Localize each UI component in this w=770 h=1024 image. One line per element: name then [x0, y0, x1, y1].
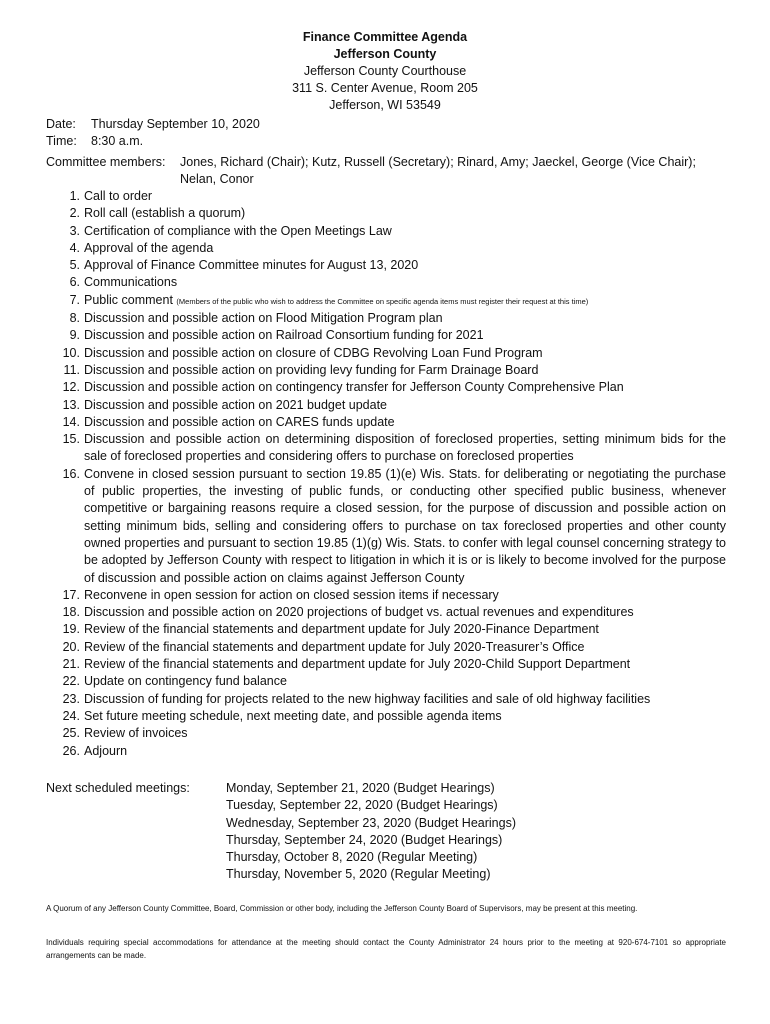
- agenda-item-number: 8.: [69, 311, 80, 326]
- agenda-item-number: 10.: [62, 345, 80, 360]
- agenda-item: [46, 223, 726, 240]
- agenda-item-number: 15.: [62, 432, 80, 447]
- agenda-item-text: Certification of compliance with the Open Meetings Law: [84, 223, 392, 238]
- agenda-item: [46, 414, 726, 431]
- agenda-item: [46, 673, 726, 690]
- agenda-item-number: 16.: [62, 466, 80, 481]
- agenda-item: [46, 725, 726, 742]
- agenda-item-text: Review of the financial statements and department update for July 2020-Child Support Department: [84, 657, 631, 672]
- agenda-item-text: Discussion and possible action on CARES funds update: [84, 414, 395, 429]
- agenda-item: [46, 188, 726, 205]
- agenda-item-number: 3.: [69, 223, 80, 238]
- next-meeting-date: Monday, September 21, 2020 (Budget Hearings): [226, 781, 495, 795]
- agenda-item: [46, 310, 726, 327]
- agenda-item: [46, 691, 726, 708]
- agenda-item: [46, 240, 726, 257]
- agenda-item-text: Reconvene in open session for action on closed session items if necessary: [84, 587, 499, 602]
- agenda-item-text: Update on contingency fund balance: [84, 674, 287, 689]
- agenda-item: [46, 327, 726, 344]
- agenda-item: [46, 743, 726, 760]
- members-list-line2: Nelan, Conor: [180, 172, 254, 186]
- city-address: Jefferson, WI 53549: [329, 98, 441, 112]
- date-value: Thursday September 10, 2020: [91, 117, 260, 131]
- accommodation-note: Individuals requiring special accommodations for attendance at the meeting should contact the County Administrator 24 hours prior to the meeting at 920-674-7101 so appropriate arrangements can be made.: [46, 938, 726, 960]
- agenda-item-text: Discussion and possible action on Railroad Consortium funding for 2021: [84, 328, 484, 343]
- agenda-item: [46, 397, 726, 414]
- agenda-item: [46, 431, 726, 466]
- agenda-item-number: 14.: [62, 414, 80, 429]
- agenda-item: [46, 708, 726, 725]
- agenda-title: Finance Committee Agenda: [302, 30, 468, 44]
- agenda-item-text: Review of invoices: [84, 726, 188, 741]
- time-value: 8:30 a.m.: [91, 134, 144, 148]
- agenda-item-number: 7.: [69, 292, 80, 307]
- agenda-item: [46, 656, 726, 673]
- agenda-item-number: 17.: [62, 587, 80, 602]
- agenda-item-number: 25.: [62, 726, 80, 741]
- next-meeting-date: Thursday, September 24, 2020 (Budget Hearings): [226, 832, 503, 847]
- agenda-item-text: Discussion of funding for projects related to the new highway facilities and sale of old highway facilities: [84, 691, 651, 706]
- agenda-item-number: 20.: [62, 639, 80, 654]
- agenda-item-text: Review of the financial statements and department update for July 2020-Finance Department: [84, 622, 599, 637]
- agenda-item: [46, 621, 726, 638]
- next-meeting-date: Wednesday, September 23, 2020 (Budget Hearings): [226, 815, 516, 830]
- agenda-item-text: Convene in closed session pursuant to section 19.85 (1)(e) Wis. Stats. for deliberating or negotiating the purchase of public properties, the investing of public funds, or conducting other specified public business, whenever competitive or bargaining reasons require a closed session, for the purpose of discussion and possible action on setting minimum bids, selling and considering offers to purchase on tax foreclosed properties and other county owned properties and pursuant to section 19.85 (1)(g) Wis. Stats. to confer with legal counsel concerning strategy to be adopted by Jefferson County with respect to litigation in which it is or is likely to become involved for the purpose of discussion and possible action on claims against Jefferson County: [84, 466, 727, 585]
- agenda-item-text: Roll call (establish a quorum): [84, 206, 246, 221]
- agenda-item-text: Approval of the agenda: [84, 240, 214, 255]
- agenda-item-text: Call to order: [84, 189, 153, 203]
- agenda-item-text: Public comment: [84, 292, 173, 307]
- next-meetings-list: [226, 780, 516, 884]
- agenda-item-text: Discussion and possible action on 2021 budget update: [84, 397, 387, 412]
- building-name: Jefferson County Courthouse: [303, 64, 467, 78]
- agenda-item-text: Review of the financial statements and department update for July 2020-Treasurer’s Office: [84, 639, 585, 654]
- agenda-item: [46, 639, 726, 656]
- agenda-item: [46, 257, 726, 274]
- next-meeting-date: Thursday, October 8, 2020 (Regular Meeting): [226, 850, 478, 865]
- agenda-item-text: Discussion and possible action on providing levy funding for Farm Drainage Board: [84, 362, 539, 377]
- agenda-item: [46, 379, 726, 396]
- agenda-item-number: 19.: [62, 622, 80, 637]
- agenda-item-number: 9.: [69, 328, 80, 343]
- county-name: Jefferson County: [333, 47, 437, 61]
- agenda-item-number: 24.: [62, 708, 80, 723]
- agenda-item: [46, 274, 726, 291]
- agenda-item-number: 13.: [62, 397, 80, 412]
- agenda-item: [46, 466, 726, 587]
- agenda-item-number: 6.: [69, 275, 80, 290]
- agenda-item-text: Discussion and possible action on closure of CDBG Revolving Loan Fund Program: [84, 345, 543, 360]
- date-label: Date:: [46, 117, 76, 131]
- agenda-item-number: 18.: [62, 605, 80, 620]
- agenda-item-number: 5.: [69, 258, 80, 273]
- agenda-item: [46, 345, 726, 362]
- agenda-item-text: Discussion and possible action on 2020 projections of budget vs. actual revenues and expenditures: [84, 605, 634, 620]
- agenda-item-number: 26.: [62, 743, 80, 758]
- agenda-item-number: 4.: [69, 240, 80, 255]
- agenda-item-number: 23.: [62, 691, 80, 706]
- time-label: Time:: [46, 134, 77, 148]
- agenda-item: [46, 587, 726, 604]
- next-meeting-date: Thursday, November 5, 2020 (Regular Meeting): [226, 867, 491, 882]
- members-list-line1: Jones, Richard (Chair); Kutz, Russell (Secretary); Rinard, Amy; Jaeckel, George (Vice Chair);: [180, 155, 696, 169]
- agenda-item-text: Discussion and possible action on Flood Mitigation Program plan: [84, 311, 443, 326]
- agenda-item-number: 12.: [62, 380, 80, 395]
- agenda-item-text: Discussion and possible action on contingency transfer for Jefferson County Comprehensive Plan: [84, 380, 624, 395]
- agenda-item-number: 22.: [62, 674, 80, 689]
- street-address: 311 S. Center Avenue, Room 205: [292, 81, 478, 95]
- agenda-item-text: Discussion and possible action on determining disposition of foreclosed properties, setting minimum bids for the sale of foreclosed properties and considering offers to purchase on foreclosed properties: [84, 432, 726, 464]
- next-meetings-label: Next scheduled meetings:: [46, 781, 190, 795]
- agenda-item: [46, 292, 726, 310]
- agenda-item-number: 1.: [69, 189, 80, 203]
- agenda-item-number: 21.: [62, 657, 80, 672]
- members-label: Committee members:: [46, 155, 166, 169]
- next-meeting-date: Tuesday, September 22, 2020 (Budget Hearings): [226, 798, 498, 813]
- agenda-item-note: (Members of the public who wish to address the Committee on specific agenda items must register their request at this time): [176, 296, 589, 306]
- agenda-item-number: 11.: [63, 362, 80, 377]
- agenda-item-text: Set future meeting schedule, next meeting date, and possible agenda items: [84, 708, 502, 723]
- agenda-item-text: Communications: [84, 275, 178, 290]
- agenda-item-number: 2.: [69, 206, 80, 221]
- agenda-item-text: Adjourn: [84, 743, 128, 758]
- agenda-item: [46, 604, 726, 621]
- agenda-item-text: Approval of Finance Committee minutes for August 13, 2020: [84, 258, 419, 273]
- quorum-note: A Quorum of any Jefferson County Committee, Board, Commission or other body, including the Jefferson County Board of Supervisors, may be present at this meeting.: [46, 904, 638, 913]
- agenda-item: [46, 205, 726, 222]
- agenda-list: [46, 188, 726, 760]
- agenda-item: [46, 362, 726, 379]
